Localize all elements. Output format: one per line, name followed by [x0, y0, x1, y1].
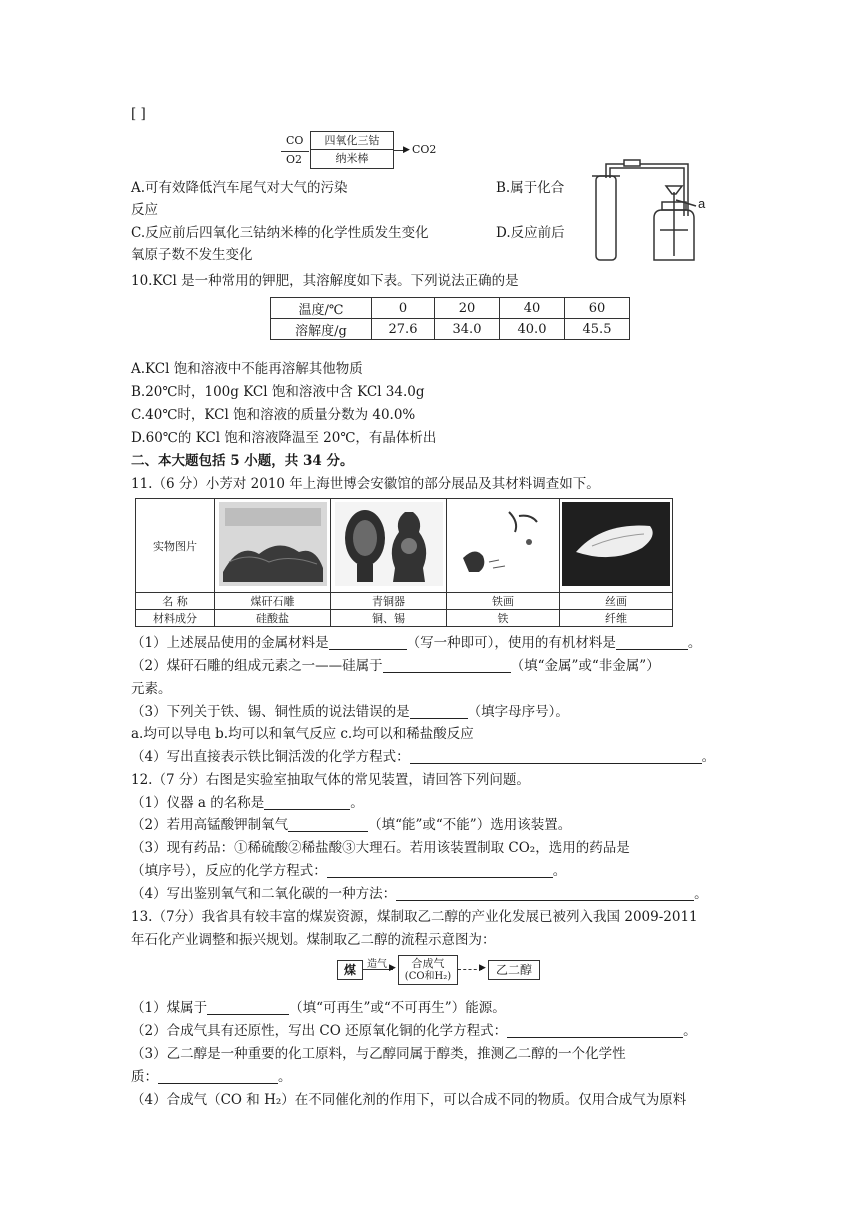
- q13-part3: （3）乙二醇是一种重要的化工原料，与乙醇同属于醇类，推测乙二醇的一个化学性: [131, 1046, 626, 1062]
- q13-part4: （4）合成气（CO 和 H₂）在不同催化剂的作用下，可以合成不同的物质。仅用合成气为原料: [131, 1092, 687, 1108]
- q11-part1: （1）上述展品使用的金属材料是 （写一种即可），使用的有机材料是 。: [131, 635, 702, 651]
- q12-stem: 12.（7 分）右图是实验室抽取气体的常见装置，请回答下列问题。: [131, 772, 530, 788]
- q10-stem: 10.KCl 是一种常用的钾肥，其溶解度如下表。下列说法正确的是: [131, 273, 519, 289]
- q10-option-a: A.KCl 饱和溶液中不能再溶解其他物质: [131, 361, 363, 377]
- table-row: [136, 610, 673, 627]
- exhibit-name: 青铜器: [331, 593, 447, 610]
- table-cell: 溶解度/g: [271, 319, 372, 340]
- exhibit-picture-cell: [447, 499, 560, 593]
- answer-blank[interactable]: [329, 635, 407, 650]
- answer-blank[interactable]: [383, 658, 511, 673]
- gas-apparatus-figure: [588, 156, 712, 264]
- q13-part2: （2）合成气具有还原性，写出 CO 还原氧化铜的化学方程式： 。: [131, 1023, 697, 1039]
- answer-blank[interactable]: [288, 817, 368, 832]
- flow-coal-box: 煤: [337, 960, 363, 980]
- q13-stem-line1: 13.（7分）我省具有较丰富的煤炭资源，煤制取乙二醇的产业化发展已被列入我国 2009-2011: [131, 909, 698, 925]
- table-cell: 60: [565, 298, 630, 319]
- bronze-ware-image: [335, 502, 443, 586]
- table-cell: 40.0: [500, 319, 565, 340]
- answer-blank[interactable]: [396, 886, 694, 901]
- catalyst-name-line1: 四氧化三钴: [311, 132, 393, 150]
- answer-blank[interactable]: [410, 704, 468, 719]
- q9-option-c: C.反应前后四氧化三钴纳米棒的化学性质发生变化: [131, 225, 429, 241]
- q11-part2: （2）煤矸石雕的组成元素之一——硅属于 （填“金属”或“非金属”）: [131, 658, 660, 674]
- exhibit-material: 纤维: [560, 610, 673, 627]
- q12-part1: （1）仪器 a 的名称是 。: [131, 795, 364, 811]
- q11-stem: 11.（6 分）小芳对 2010 年上海世博会安徽馆的部分展品及其材料调查如下。: [131, 476, 600, 492]
- delivery-pipe: [606, 164, 688, 216]
- answer-bracket: [ ]: [131, 106, 146, 122]
- q12-part3-continued: （填序号），反应的化学方程式： 。: [131, 863, 567, 879]
- flow-output-co2: CO2: [412, 143, 437, 156]
- q13-stem-line2: 年石化产业调整和振兴规划。煤制取乙二醇的流程示意图为：: [131, 932, 496, 948]
- table-cell: 34.0: [435, 319, 500, 340]
- q9-option-d: D.反应前后: [496, 225, 565, 241]
- row-label-material: 材料成分: [136, 610, 215, 627]
- table-row: [136, 499, 673, 593]
- table-row: [136, 593, 673, 610]
- q12-part4: （4）写出鉴别氧气和二氧化碳的一种方法： 。: [131, 886, 708, 902]
- table-cell: 45.5: [565, 319, 630, 340]
- arrow-head-icon: ▶: [389, 963, 396, 973]
- answer-blank[interactable]: [327, 863, 553, 878]
- answer-blank[interactable]: [158, 1069, 278, 1084]
- catalyst-name-line2: 纳米棒: [335, 152, 369, 165]
- flow-input-o2: O2: [286, 153, 303, 166]
- expo-exhibits-table: [135, 498, 673, 627]
- q11-part3: （3）下列关于铁、锡、铜性质的说法错误的是 （填字母序号）。: [131, 704, 569, 720]
- silk-painting-image: [562, 502, 670, 586]
- q11-part3-options: a.均可以导电 b.均可以和氧气反应 c.均可以和稀盐酸反应: [131, 726, 474, 742]
- flow-arrow-label: 造气: [367, 959, 387, 970]
- arrow-head-icon: ▶: [479, 963, 486, 973]
- q13-part3-continued: 质： 。: [131, 1069, 292, 1085]
- q12-part2: （2）若用高锰酸钾制氧气 （填“能”或“不能”）选用该装置。: [131, 817, 572, 833]
- flow-glycol-box: 乙二醇: [488, 960, 540, 980]
- q10-option-c: C.40℃时，KCl 饱和溶液的质量分数为 40.0%: [131, 407, 416, 423]
- exhibit-name: 丝画: [560, 593, 673, 610]
- catalyst-box: [310, 131, 394, 169]
- apparatus-label-a: a: [698, 196, 706, 211]
- answer-blank[interactable]: [616, 635, 688, 650]
- answer-blank[interactable]: [207, 1000, 289, 1015]
- arrow-head-icon: ▶: [403, 145, 410, 155]
- q10-option-b: B.20℃时，100g KCl 饱和溶液中含 KCl 34.0g: [131, 384, 425, 400]
- syngas-composition: (CO和H₂): [404, 971, 452, 982]
- answer-blank[interactable]: [410, 749, 702, 764]
- row-label-pictures: 实物图片: [136, 499, 215, 593]
- q9-option-d-continued: 氧原子数不发生变化: [131, 247, 253, 263]
- table-row: [271, 298, 630, 319]
- table-row: [271, 319, 630, 340]
- q9-option-b: B.属于化合: [496, 180, 565, 196]
- q11-part2-continued: 元素。: [131, 681, 172, 697]
- q12-part3: （3）现有药品：①稀硫酸②稀盐酸③大理石。若用该装置制取 CO₂，选用的药品是: [131, 840, 630, 856]
- exhibit-picture-cell: [215, 499, 331, 593]
- table-cell: 40: [500, 298, 565, 319]
- iron-painting-image: [449, 502, 557, 586]
- exhibit-picture-cell: [560, 499, 673, 593]
- answer-blank[interactable]: [264, 795, 350, 810]
- table-cell: 27.6: [372, 319, 435, 340]
- flow-input-co: CO: [286, 134, 304, 147]
- exhibit-material: 硅酸盐: [215, 610, 331, 627]
- table-cell: 20: [435, 298, 500, 319]
- syngas-label: 合成气: [411, 957, 445, 970]
- coal-gangue-carving-image: [219, 502, 327, 586]
- section-heading: 二、本大题包括 5 小题，共 34 分。: [131, 453, 354, 469]
- exhibit-name: 煤矸石雕: [215, 593, 331, 610]
- answer-blank[interactable]: [507, 1023, 683, 1038]
- flow-input-line: [281, 151, 309, 152]
- exhibit-material: 铁: [447, 610, 560, 627]
- q13-part1: （1）煤属于 （填“可再生”或“不可再生”）能源。: [131, 1000, 506, 1016]
- q10-option-d: D.60℃的 KCl 饱和溶液降温至 20℃，有晶体析出: [131, 430, 437, 446]
- exhibit-name: 铁画: [447, 593, 560, 610]
- gas-tube: [596, 176, 616, 260]
- exhibit-picture-cell: [331, 499, 447, 593]
- exhibit-material: 铜、锡: [331, 610, 447, 627]
- table-cell: 温度/℃: [271, 298, 372, 319]
- kcl-solubility-table: [270, 297, 630, 340]
- q11-part4: （4）写出直接表示铁比铜活泼的化学方程式： 。: [131, 749, 716, 765]
- q9-option-a: A.可有效降低汽车尾气对大气的污染: [131, 180, 348, 196]
- flow-syngas-box: [398, 955, 458, 985]
- q9-option-b-continued: 反应: [131, 202, 158, 218]
- table-cell: 0: [372, 298, 435, 319]
- row-label-name: 名 称: [136, 593, 215, 610]
